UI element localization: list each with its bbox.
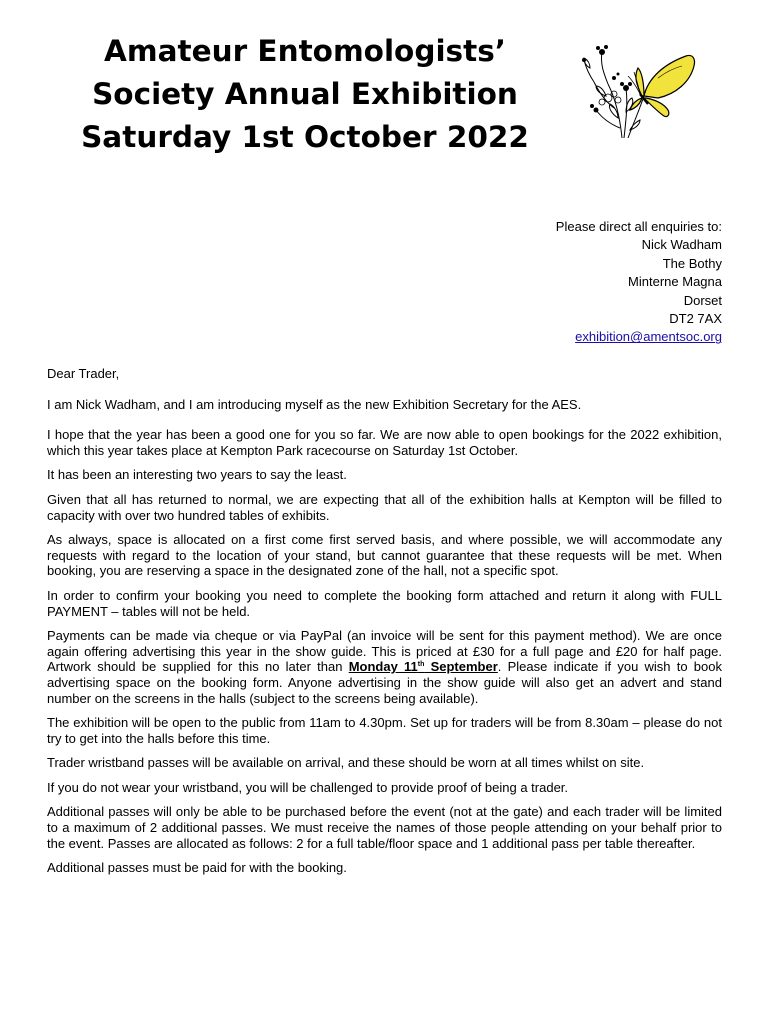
paragraph-opening-times: The exhibition will be open to the public from 11am to 4.30pm. Set up for traders will be from 8.30am – please do not try to get into the halls before this time. bbox=[47, 715, 722, 746]
paragraph-space-allocation: As always, space is allocated on a first come first served basis, and where possible, we will accommodate any requests with regard to the location of your stand, but cannot guarantee that these requests will be met. When booking, you are reserving a space in the designated zone of the hall, not a specific spot. bbox=[47, 532, 722, 579]
paragraph-wristband-proof: If you do not wear your wristband, you will be challenged to provide proof of being a trader. bbox=[47, 779, 569, 795]
address-postcode: DT2 7AX bbox=[669, 311, 722, 327]
paragraph-additional-passes: Additional passes will only be able to be purchased before the event (not at the gate) and each trader will be limited to a maximum of 2 additional passes. We must receive the names of those people attending on your behalf prior to the event. Passes are allocated as follows: 2 for a full table/floor space and 1 additional pass per table thereafter. bbox=[47, 804, 722, 851]
paragraph-payments-advertising bbox=[47, 628, 722, 706]
address-county: Dorset bbox=[683, 292, 722, 308]
address-line-bothy: The Bothy bbox=[662, 255, 722, 271]
address-line-village: Minterne Magna bbox=[628, 274, 722, 290]
salutation: Dear Trader, bbox=[47, 366, 120, 381]
paragraph-two-years: It has been an interesting two years to say the least. bbox=[47, 467, 347, 483]
butterfly-plant-logo-icon bbox=[578, 38, 698, 142]
paragraph-passes-payment: Additional passes must be paid for with the booking. bbox=[47, 860, 347, 876]
contact-name: Nick Wadham bbox=[641, 237, 722, 253]
paragraph-wristband-passes: Trader wristband passes will be available on arrival, and these should be worn at all times whilst on site. bbox=[47, 755, 645, 771]
title-line-date: Saturday 1st October 2022 bbox=[81, 120, 529, 154]
paragraph-full-payment: In order to confirm your booking you need to complete the booking form attached and return it along with FULL PAYMENT – tables will not be held. bbox=[47, 587, 722, 619]
title-line-society: Amateur Entomologists’ bbox=[104, 34, 506, 68]
contact-email-link[interactable]: exhibition@amentsoc.org bbox=[575, 329, 722, 345]
deadline-ordinal: th bbox=[417, 661, 425, 669]
payments-text-end: . Please indicate if you wish to book advertising space on the booking form. Anyone advertising in the show guide will also get an advert and stand number on the screens in the halls (subject to the screens being available). bbox=[47, 659, 723, 706]
paragraph-introduction: I am Nick Wadham, and I am introducing myself as the new Exhibition Secretary for the AES. bbox=[47, 396, 582, 412]
artwork-deadline-date bbox=[349, 659, 498, 674]
enquiries-intro: Please direct all enquiries to: bbox=[555, 219, 722, 234]
exhibition-title bbox=[40, 30, 570, 159]
deadline-month: September bbox=[424, 659, 498, 675]
contact-address-block bbox=[556, 218, 722, 347]
deadline-day: Monday 11 bbox=[348, 659, 418, 675]
letter-body bbox=[47, 366, 722, 885]
payments-text-start: Payments can be made via cheque or via PayPal (an invoice will be sent for this payment method). We are once again offering advertising this year in the show guide. This is priced at £30 for a full page and £20 for half page. Artwork should be supplied for this no later than bbox=[47, 628, 722, 675]
paragraph-bookings-open: I hope that the year has been a good one for you so far. We are now able to open bookings for the 2022 exhibition, which this year takes place at Kempton Park racecourse on Saturday 1st October. bbox=[47, 427, 722, 458]
paragraph-capacity: Given that all has returned to normal, we are expecting that all of the exhibition halls at Kempton will be filled to capacity with over two hundred tables of exhibits. bbox=[47, 491, 722, 523]
title-line-exhibition: Society Annual Exhibition bbox=[92, 77, 518, 111]
